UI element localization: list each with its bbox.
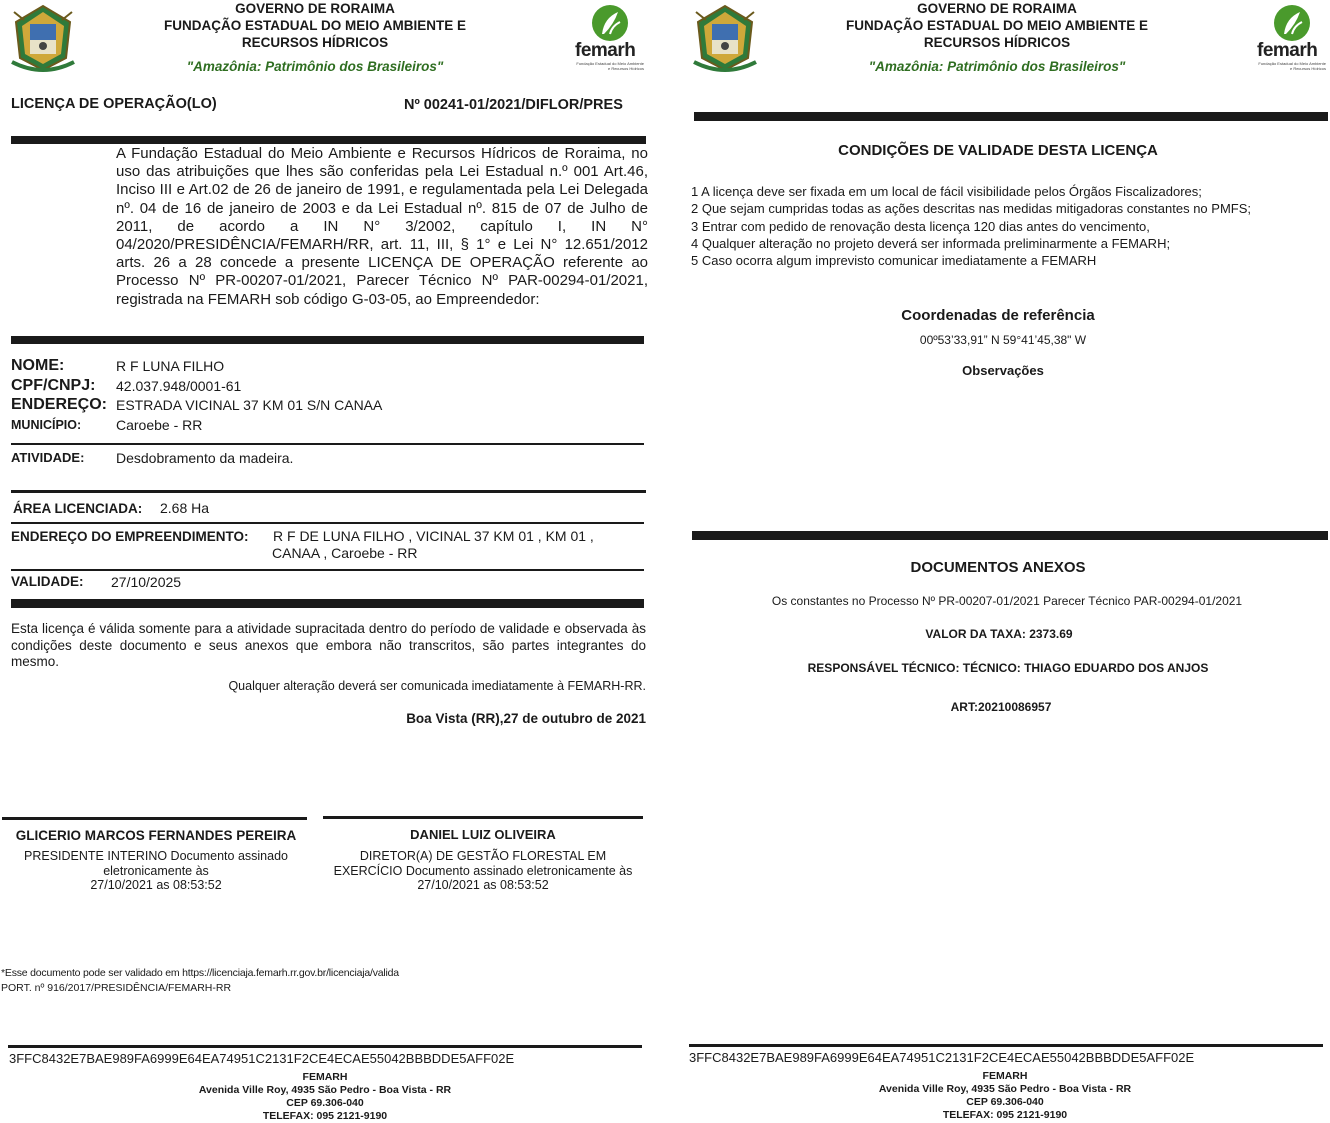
logo-text: femarh [575, 40, 636, 61]
signature-2 [323, 827, 643, 893]
sig2-line2: EXERCÍCIO Documento assinado eletronicamente às [333, 863, 633, 878]
logo-sub2: e Recursos Hídricos [607, 66, 644, 71]
docs-text: Os constantes no Processo Nº PR-00207-01/2021 Parecer Técnico PAR-00294-01/2021 [771, 594, 1243, 608]
leaf-logo-icon [590, 4, 630, 42]
femarh-logo [1256, 4, 1328, 70]
sig1-name: GLICERIO MARCOS FERNANDES PEREIRA [15, 828, 297, 843]
coords-title: Coordenadas de referência [901, 307, 1095, 324]
divider [11, 599, 644, 608]
condition-item: 2 Que sejam cumpridas todas as ações descritas nas medidas mitigadoras constantes no PMFS; [691, 201, 1251, 217]
sig1-line1: PRESIDENTE INTERINO Documento assinado [24, 849, 288, 863]
atividade-value: Desdobramento da madeira. [116, 450, 294, 466]
endereco-value: ESTRADA VICINAL 37 KM 01 S/N CANAA [116, 397, 383, 413]
validate-note: *Esse documento pode ser validado em https://licenciaja.femarh.rr.gov.br/licenciaja/valida [1, 967, 399, 979]
footer-cep: CEP 69.306-040 [966, 1096, 1044, 1108]
divider [11, 336, 644, 344]
validity-text: Esta licença é válida somente para a atividade supracitada dentro do período de validade e observada às condições deste documento e seus anexos que embora não transcritos, são partes integrantes do mesmo. [11, 621, 646, 669]
signature-line [2, 817, 307, 820]
municipio-label: MUNICÍPIO: [11, 418, 82, 432]
atividade-label: ATIVIDADE: [11, 450, 85, 465]
femarh-logo [574, 4, 646, 70]
area-value: 2.68 Ha [160, 500, 210, 516]
divider [11, 490, 646, 493]
validade-label: VALIDADE: [11, 574, 84, 589]
cpf-label: CPF/CNPJ: [11, 377, 96, 394]
sig2-line1: DIRETOR(A) DE GESTÃO FLORESTAL EM [359, 849, 607, 863]
footer-line [8, 1045, 642, 1048]
signature-line [323, 816, 643, 819]
hash-code: 3FFC8432E7BAE989FA6999E64EA74951C2131F2CE4ECAE55042BBBDDE5AFF02E [689, 1050, 1195, 1065]
foundation-line2: RECURSOS HÍDRICOS [923, 35, 1071, 50]
logo-sub1: Fundação Estadual do Meio Ambiente [1258, 61, 1326, 66]
gov-title: GOVERNO DE RORAIMA [917, 1, 1077, 16]
footer-address: Avenida Ville Roy, 4935 São Pedro - Boa Vista - RR [198, 1084, 452, 1096]
end-emp-line1: R F DE LUNA FILHO , VICINAL 37 KM 01 , KM 01 , [273, 528, 594, 544]
obs-title: Observações [962, 363, 1044, 378]
responsible: RESPONSÁVEL TÉCNICO: TÉCNICO: THIAGO EDUARDO DOS ANJOS [807, 661, 1209, 675]
signature-1 [2, 828, 310, 893]
roraima-coat-of-arms-icon [10, 2, 76, 74]
divider [692, 531, 1328, 540]
conditions-list [691, 183, 1327, 269]
foundation-line2: RECURSOS HÍDRICOS [241, 35, 389, 50]
logo-sub2: e Recursos Hídricos [1289, 66, 1326, 71]
divider [11, 569, 644, 571]
conditions-title: CONDIÇÕES DE VALIDADE DESTA LICENÇA [838, 142, 1158, 159]
art-number: ART:20210086957 [950, 700, 1052, 714]
divider [11, 522, 644, 524]
footer-address: Avenida Ville Roy, 4935 São Pedro - Boa Vista - RR [878, 1083, 1132, 1095]
footer-phone: TELEFAX: 095 2121-9190 [942, 1109, 1068, 1121]
sig2-name: DANIEL LUIZ OLIVEIRA [410, 827, 556, 842]
foundation-line1: FUNDAÇÃO ESTADUAL DO MEIO AMBIENTE E [845, 18, 1148, 33]
cpf-value: 42.037.948/0001-61 [116, 378, 242, 394]
foundation-line1: FUNDAÇÃO ESTADUAL DO MEIO AMBIENTE E [163, 18, 466, 33]
place-date: Boa Vista (RR),27 de outubro de 2021 [406, 711, 646, 726]
condition-item: 4 Qualquer alteração no projeto deverá ser informada preliminarmente a FEMARH; [691, 235, 1171, 251]
intro-text: A Fundação Estadual do Meio Ambiente e Recursos Hídricos de Roraima, no uso das atribuições que lhes são conferidas pela Lei Estadual n.º 001 Art.46, Inciso III e Art.02 de 26 de janeiro de 1991, e regulamentada pela Lei Delegada nº. 04 de 16 de janeiro de 2003 e da Lei Estadual nº. 815 de 07 de Julho de 2011, de acordo a IN N° 3/2002, capítulo I, IN N° 04/2020/PRESIDÊNCIA/FEMARH/RR, art. 11, III, § 1° e Lei N° 12.651/2012 arts. 26 a 28 concede a presente LICENÇA DE OPERAÇÃO referente ao Processo Nº PR-00207-01/2021, Parecer Técnico Nº PAR-00294-01/2021, registrada na FEMARH sob código G-03-05, ao Empreendedor: [116, 145, 648, 308]
nome-label: NOME: [11, 357, 65, 374]
port-note: PORT. nº 916/2017/PRESIDÊNCIA/FEMARH-RR [1, 982, 232, 994]
divider [11, 136, 646, 144]
roraima-coat-of-arms-icon [692, 2, 758, 74]
divider [694, 112, 1328, 121]
hash-code: 3FFC8432E7BAE989FA6999E64EA74951C2131F2CE4ECAE55042BBBDDE5AFF02E [9, 1051, 515, 1066]
end-emp-line2: CANAA , Caroebe - RR [272, 545, 418, 561]
condition-item: 3 Entrar com pedido de renovação desta licença 120 dias antes do vencimento, [691, 218, 1150, 234]
condition-item: 1 A licença deve ser fixada em um local de fácil visibilidade pelos Órgãos Fiscalizadores; [691, 184, 1202, 199]
end-emp-label: ENDEREÇO DO EMPREENDIMENTO: [11, 529, 249, 544]
nome-value: R F LUNA FILHO [116, 358, 225, 374]
doc-type: LICENÇA DE OPERAÇÃO(LO) [11, 96, 217, 112]
sig2-line3: 27/10/2021 as 08:53:52 [417, 878, 549, 892]
fee: VALOR DA TAXA: 2373.69 [925, 627, 1073, 641]
gov-title: GOVERNO DE RORAIMA [235, 1, 395, 16]
doc-number: Nº 00241-01/2021/DIFLOR/PRES [404, 97, 623, 113]
docs-title: DOCUMENTOS ANEXOS [910, 559, 1086, 576]
change-notice: Qualquer alteração deverá ser comunicada imediatamente à FEMARH-RR. [228, 679, 646, 693]
footer-phone: TELEFAX: 095 2121-9190 [262, 1110, 388, 1122]
municipio-value: Caroebe - RR [116, 417, 203, 433]
endereco-label: ENDEREÇO: [11, 396, 108, 413]
area-label: ÁREA LICENCIADA: [13, 501, 143, 516]
validade-value: 27/10/2025 [111, 574, 182, 590]
motto: "Amazônia: Patrimônio dos Brasileiros" [186, 59, 444, 74]
leaf-logo-icon [1272, 4, 1312, 42]
footer-cep: CEP 69.306-040 [286, 1097, 364, 1109]
footer-org: FEMARH [982, 1070, 1028, 1082]
logo-sub1: Fundação Estadual do Meio Ambiente [576, 61, 644, 66]
footer-org: FEMARH [302, 1071, 348, 1083]
condition-item: 5 Caso ocorra algum imprevisto comunicar imediatamente a FEMARH [691, 253, 1097, 269]
motto: "Amazônia: Patrimônio dos Brasileiros" [868, 59, 1126, 74]
sig1-line2: eletronicamente às [103, 863, 209, 878]
footer-line [689, 1044, 1323, 1047]
sig1-line3: 27/10/2021 as 08:53:52 [90, 878, 222, 892]
logo-text: femarh [1257, 40, 1318, 61]
coords-value: 00º53’33,91” N 59°41’45,38" W [919, 333, 1087, 347]
divider [11, 443, 644, 445]
